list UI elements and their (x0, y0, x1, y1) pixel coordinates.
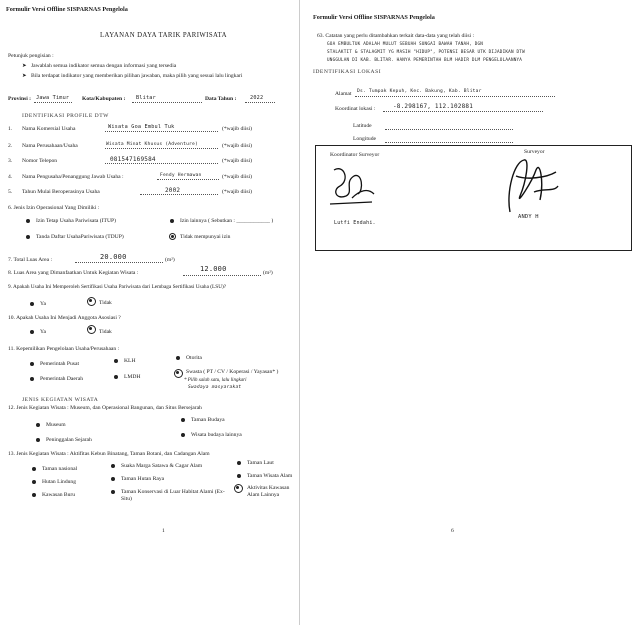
bullet-icon (89, 299, 92, 302)
q9-tidak[interactable]: Tidak (99, 300, 112, 306)
bullet-icon (36, 423, 40, 427)
bullet-icon (237, 461, 241, 465)
provinsi-value[interactable]: Jawa Timur (36, 95, 70, 101)
bullet-icon (30, 302, 34, 306)
q12-option[interactable]: Wisata budaya lainnya (191, 432, 242, 438)
bullet-icon (181, 418, 185, 422)
page-number: 6 (451, 528, 454, 534)
field-num: 4. (8, 174, 13, 180)
kota-value[interactable]: Blitar (136, 95, 156, 101)
q12-option[interactable]: Museum (46, 422, 66, 428)
alamat-value[interactable]: Ds. Tumpak Kepuh, Kec. Bakung, Kab. Blitar (357, 89, 482, 94)
left-page (0, 0, 305, 625)
bullet-icon (111, 477, 115, 481)
form-title: LAYANAN DAYA TARIK PARIWISATA (100, 32, 227, 39)
bullet-icon (236, 486, 239, 489)
q13-option[interactable]: Hutan Lindung (42, 479, 77, 485)
latitude-label: Latitude (353, 123, 372, 129)
q63-label: 63. Catatan yang perlu ditambahkan terkait data-data yang telah diisi : (317, 33, 475, 39)
field-label: Nama Perusahaan/Usaha (22, 143, 78, 149)
page-divider (299, 0, 300, 625)
q13-option[interactable]: Taman Hutan Raya (121, 476, 165, 482)
bullet-icon (30, 330, 34, 334)
q10-label: 10. Apakah Usaha Ini Menjadi Anggota Asosiasi ? (8, 315, 121, 321)
bullet-icon (32, 480, 36, 484)
bullet-icon (26, 219, 30, 223)
bullet-icon (171, 235, 174, 238)
arrow-icon: ➤ (22, 73, 27, 79)
bullet-icon (237, 474, 241, 478)
field-note: (*wajib diisi) (222, 189, 252, 195)
q11-label: 11. Kepemilikan Pengelolaan Usaha/Perusahaan : (8, 346, 120, 352)
q8-unit: (m²) (263, 270, 273, 276)
field-note: (*wajib diisi) (222, 174, 252, 180)
signature-box (315, 145, 632, 251)
koordinat-value[interactable]: -8.298167, 112.102881 (393, 103, 474, 110)
q12-label: 12. Jenis Kegiatan Wisata : Museum, dan Operasional Bangunan, dan Situs Bersejarah (8, 405, 202, 411)
field-label: Tahun Mulai Beroperasinya Usaha (22, 189, 100, 195)
q12-option[interactable]: Peninggalan Sejarah (46, 437, 92, 443)
left-header: Formulir Versi Offline SISPARNAS Pengelola (6, 6, 128, 13)
q11-option[interactable]: Pemerintah Daerah (40, 376, 84, 382)
q7-value[interactable]: 20.000 (100, 253, 127, 261)
q11-note: * Pilih salah satu, lalu lingkari (184, 378, 247, 383)
q6-option[interactable]: Izin lainnya ( Sebutkan : ____________ ) (180, 218, 274, 224)
q7-unit: (m²) (165, 257, 175, 263)
q11-option-selected[interactable]: Swasta ( PT / CV / Koperasi / Yayasan* ) (186, 369, 279, 375)
longitude-label: Longitude (353, 136, 376, 142)
q9-label: 9. Apakah Usaha Ini Memperoleh Sertifikasi Usaha Pariwisata dari Lembaga Sertifikasi Usaha (LSU)? (8, 284, 227, 290)
field-num: 3. (8, 158, 13, 164)
bullet-icon (176, 371, 179, 374)
instruction-item: Jawablah semua indikator semua dengan informasi yang tersedia (31, 63, 177, 69)
q13-option-selected[interactable]: Aktivitas Kawasan Alam Lainnya (247, 485, 290, 498)
bullet-icon (176, 356, 180, 360)
provinsi-label: Provinsi : (8, 96, 32, 102)
q6-option[interactable]: Tanda Daftar UsahaPariwisata (TDUP) (36, 234, 124, 240)
field-note: (*wajib diisi) (222, 143, 252, 149)
field-value[interactable]: Fendy Hermawan (160, 173, 202, 178)
surveyor-signature (496, 152, 566, 222)
right-page (305, 0, 640, 625)
bullet-icon (114, 359, 118, 363)
q11-handwritten[interactable]: Swadaya masyarakat (188, 385, 242, 390)
q6-option[interactable]: Izin Tetap Usaha Pariwisata (ITUP) (36, 218, 116, 224)
field-label: Nomor Telepon (22, 158, 58, 164)
q6-option-selected[interactable]: Tidak mempunyai izin (180, 234, 231, 240)
q10-ya[interactable]: Ya (40, 329, 46, 335)
field-value[interactable]: 081547169584 (110, 156, 156, 163)
bullet-icon (114, 375, 118, 379)
arrow-icon: ➤ (22, 63, 27, 69)
q13-option[interactable]: Kawasan Buru (42, 492, 76, 498)
q13-option[interactable]: Taman Konservasi di Luar Habitat Alami (Ex-Situ) (121, 489, 225, 502)
field-value[interactable]: Wisata Minat Khusus (Adventure) (106, 142, 198, 147)
q7-label: 7. Total Luas Area : (8, 257, 53, 263)
alamat-label: Alamat (335, 91, 352, 97)
field-note: (*wajib diisi) (222, 126, 252, 132)
field-label: Nama Pengusaha/Penanggung Jawab Usaha : (22, 174, 124, 180)
q13-option[interactable]: Taman nasional (42, 466, 78, 472)
surveyor-name: ANDY H (518, 214, 539, 220)
q8-label: 8. Luas Area yang Dimanfaatkan Untuk Kegiatan Wisata : (8, 270, 139, 276)
koordinat-label: Koordinat lokasi : (335, 106, 376, 112)
bullet-icon (32, 493, 36, 497)
field-num: 1. (8, 126, 13, 132)
right-header: Formulir Versi Offline SISPARNAS Pengelola (313, 14, 435, 21)
q11-option[interactable]: KLH (124, 358, 136, 364)
tahun-value[interactable]: 2022 (250, 95, 264, 101)
q63-line[interactable]: GOA EMBULTUK ADALAH MULUT SEBUAH SUNGAI BAWAH TANAH, DGN (327, 42, 484, 47)
section-lokasi: IDENTIFIKASI LOKASI (313, 69, 382, 75)
bullet-icon (36, 438, 40, 442)
bullet-icon (181, 433, 185, 437)
bullet-icon (32, 467, 36, 471)
q13-option[interactable]: Taman Laut (247, 460, 274, 466)
page-number: 1 (162, 528, 165, 534)
field-note: (*wajib diisi) (222, 158, 252, 164)
q63-line[interactable]: STALAKTIT & STALAGMIT YG MASIH "HIDUP", POTENSI BESAR UTK DIJADIKAN DTW (327, 50, 525, 55)
bullet-icon (26, 235, 30, 239)
bullet-icon (170, 219, 174, 223)
koordinator-label: Koordinator Surveyor (330, 152, 380, 158)
bullet-icon (111, 464, 115, 468)
q13-option[interactable]: Taman Wisata Alam (247, 473, 293, 479)
q8-value[interactable]: 12.000 (200, 265, 227, 273)
q10-tidak[interactable]: Tidak (99, 329, 112, 335)
q9-ya[interactable]: Ya (40, 301, 46, 307)
section-jenis: JENIS KEGIATAN WISATA (22, 397, 99, 403)
q11-option[interactable]: Otorita (186, 355, 202, 361)
q13-label: 13. Jenis Kegiatan Wisata : Aktifitas Kebun Binatang, Taman Botani, dan Cadangan Alam (8, 451, 210, 457)
koordinator-name: Lutfi Endahi. (334, 220, 376, 226)
q12-option[interactable]: Taman Budaya (191, 417, 225, 423)
bullet-icon (30, 362, 34, 366)
q63-line[interactable]: UNGGULAN DI KAB. BLITAR. HANYA PEMERINTAH BLM HADIR DLM PENGELOLAANNYA (327, 58, 523, 63)
surveyor-label: Surveyor (524, 149, 545, 155)
tahun-label: Data Tahun : (205, 96, 237, 102)
field-label: Nama Komersial Usaha (22, 126, 76, 132)
field-num: 5. (8, 189, 13, 195)
bullet-icon (30, 377, 34, 381)
instructions-heading: Petunjuk pengisian : (8, 53, 54, 59)
bullet-icon (111, 490, 115, 494)
field-value[interactable]: 2002 (165, 187, 181, 194)
q11-option[interactable]: LMDH (124, 374, 141, 380)
q6-label: 6. Jenis Izin Operasional Yang Dimiliki : (8, 205, 100, 211)
q11-option[interactable]: Pemerintah Pusat (40, 361, 79, 367)
section-profile: IDENTIFIKASI PROFILE DTW (22, 113, 109, 119)
instruction-item: Bila terdapat indikator yang memberikan pilihan jawaban, maka pilih yang sesuai lalu lingkari (31, 73, 243, 79)
bullet-icon (89, 327, 92, 330)
kota-label: Kota/Kabupaten : (82, 96, 126, 102)
koordinator-signature (324, 160, 384, 220)
field-num: 2. (8, 143, 13, 149)
field-value[interactable]: Wisata Goa Embul Tuk (108, 124, 175, 130)
q13-option[interactable]: Suaka Marga Satawa & Cagar Alam (121, 463, 203, 469)
